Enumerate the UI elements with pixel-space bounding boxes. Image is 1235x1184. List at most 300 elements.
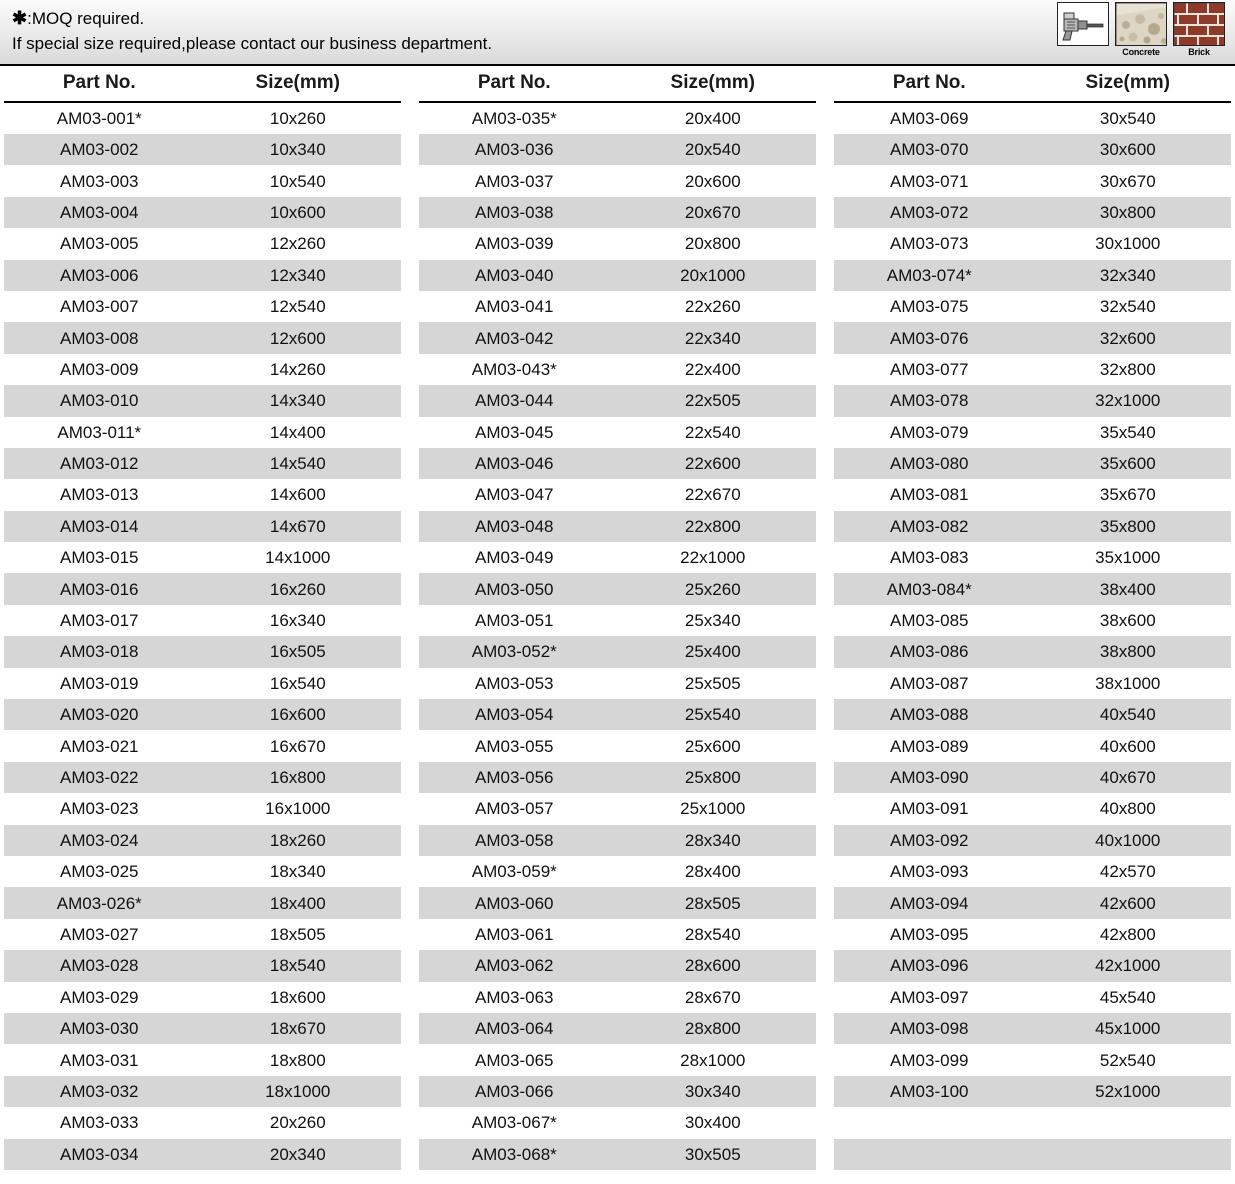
cell-part-no: AM03-031 — [4, 1044, 195, 1075]
table-row — [834, 197, 1231, 228]
cell-part-no: AM03-015 — [4, 542, 195, 573]
cell-size: 30x600 — [1025, 134, 1231, 165]
table-row — [834, 982, 1231, 1013]
cell-part-no: AM03-038 — [419, 197, 610, 228]
cell-part-no: AM03-066 — [419, 1076, 610, 1107]
cell-size: 22x260 — [610, 291, 816, 322]
cell-part-no: AM03-021 — [4, 730, 195, 761]
cell-size: 32x800 — [1025, 354, 1231, 385]
table-row — [834, 856, 1231, 887]
asterisk-icon: ✱ — [12, 8, 28, 28]
cell-part-no: AM03-004 — [4, 197, 195, 228]
cell-part-no: AM03-070 — [834, 134, 1025, 165]
cell-size: 30x400 — [610, 1107, 816, 1138]
cell-part-no: AM03-081 — [834, 479, 1025, 510]
cell-size: 28x600 — [610, 950, 816, 981]
cell-part-no: AM03-085 — [834, 605, 1025, 636]
cell-part-no: AM03-043* — [419, 354, 610, 385]
table-row-empty — [834, 1139, 1231, 1170]
table-row — [4, 260, 401, 291]
cell-part-no: AM03-091 — [834, 793, 1025, 824]
table-row — [4, 793, 401, 824]
table-row — [4, 1139, 401, 1170]
cell-part-no: AM03-034 — [4, 1139, 195, 1170]
cell-part-no: AM03-093 — [834, 856, 1025, 887]
spec-column-3 — [834, 66, 1231, 1170]
cell-part-no: AM03-054 — [419, 699, 610, 730]
cell-part-no: AM03-069 — [834, 102, 1025, 134]
table-row — [834, 511, 1231, 542]
cell-size: 10x600 — [195, 197, 401, 228]
cell-size: 12x260 — [195, 228, 401, 259]
cell-part-no: AM03-049 — [419, 542, 610, 573]
table-row — [834, 605, 1231, 636]
table-row — [4, 322, 401, 353]
header-size: Size(mm) — [610, 66, 816, 102]
table-row — [834, 385, 1231, 416]
cell-part-no: AM03-086 — [834, 636, 1025, 667]
cell-size: 20x670 — [610, 197, 816, 228]
table-row — [834, 479, 1231, 510]
table-row — [4, 699, 401, 730]
table-row — [419, 1107, 816, 1138]
table-row — [4, 1013, 401, 1044]
table-row — [4, 730, 401, 761]
cell-size: 22x1000 — [610, 542, 816, 573]
cell-part-no: AM03-053 — [419, 668, 610, 699]
cell-part-no: AM03-057 — [419, 793, 610, 824]
table-row — [419, 1044, 816, 1075]
cell-size: 14x600 — [195, 479, 401, 510]
cell-size — [1025, 1139, 1231, 1170]
cell-part-no: AM03-073 — [834, 228, 1025, 259]
cell-part-no: AM03-056 — [419, 762, 610, 793]
cell-part-no: AM03-037 — [419, 165, 610, 196]
cell-size: 28x540 — [610, 919, 816, 950]
cell-size: 18x600 — [195, 982, 401, 1013]
table-row — [834, 165, 1231, 196]
cell-part-no: AM03-094 — [834, 887, 1025, 918]
table-row — [834, 825, 1231, 856]
table-row — [4, 1044, 401, 1075]
note-moq-text: :MOQ required. — [27, 9, 145, 28]
cell-part-no: AM03-100 — [834, 1076, 1025, 1107]
table-body-2 — [419, 102, 816, 1170]
table-row — [4, 1107, 401, 1138]
cell-part-no: AM03-046 — [419, 448, 610, 479]
cell-size: 20x400 — [610, 102, 816, 134]
cell-part-no: AM03-071 — [834, 165, 1025, 196]
cell-part-no — [834, 1107, 1025, 1138]
cell-part-no: AM03-045 — [419, 417, 610, 448]
table-row — [4, 134, 401, 165]
cell-part-no: AM03-023 — [4, 793, 195, 824]
cell-size: 42x600 — [1025, 887, 1231, 918]
cell-part-no: AM03-010 — [4, 385, 195, 416]
cell-size — [1025, 1107, 1231, 1138]
table-row — [834, 354, 1231, 385]
spec-tables — [0, 66, 1235, 1170]
cell-size: 20x340 — [195, 1139, 401, 1170]
table-row — [4, 919, 401, 950]
cell-size: 12x340 — [195, 260, 401, 291]
brick-icon-box — [1173, 2, 1225, 57]
cell-size: 25x260 — [610, 573, 816, 604]
table-row — [834, 636, 1231, 667]
table-row — [419, 102, 816, 134]
table-row — [4, 479, 401, 510]
cell-part-no: AM03-029 — [4, 982, 195, 1013]
cell-part-no: AM03-059* — [419, 856, 610, 887]
cell-size: 16x260 — [195, 573, 401, 604]
cell-size: 25x600 — [610, 730, 816, 761]
cell-part-no: AM03-084* — [834, 573, 1025, 604]
cell-part-no: AM03-065 — [419, 1044, 610, 1075]
table-row — [419, 417, 816, 448]
table-row — [419, 165, 816, 196]
table-row — [419, 825, 816, 856]
table-row — [4, 636, 401, 667]
table-row — [4, 102, 401, 134]
concrete-icon — [1115, 2, 1167, 46]
cell-size: 20x600 — [610, 165, 816, 196]
cell-size: 18x340 — [195, 856, 401, 887]
cell-size: 16x600 — [195, 699, 401, 730]
table-row — [834, 919, 1231, 950]
table-row — [4, 197, 401, 228]
table-header-row — [834, 66, 1231, 102]
cell-part-no: AM03-012 — [4, 448, 195, 479]
cell-part-no: AM03-011* — [4, 417, 195, 448]
cell-part-no: AM03-052* — [419, 636, 610, 667]
header-part-no: Part No. — [419, 66, 610, 102]
cell-part-no: AM03-097 — [834, 982, 1025, 1013]
table-row — [4, 573, 401, 604]
table-row — [4, 668, 401, 699]
header-size: Size(mm) — [195, 66, 401, 102]
cell-size: 38x1000 — [1025, 668, 1231, 699]
cell-part-no: AM03-018 — [4, 636, 195, 667]
cell-size: 16x540 — [195, 668, 401, 699]
cell-size: 52x1000 — [1025, 1076, 1231, 1107]
cell-size: 18x800 — [195, 1044, 401, 1075]
cell-size: 40x600 — [1025, 730, 1231, 761]
table-row — [4, 448, 401, 479]
cell-size: 35x1000 — [1025, 542, 1231, 573]
note-line-contact: If special size required,please contact our business department. — [12, 34, 493, 53]
note-bar — [0, 0, 1235, 66]
table-row — [834, 950, 1231, 981]
cell-part-no: AM03-022 — [4, 762, 195, 793]
cell-size: 28x400 — [610, 856, 816, 887]
cell-size: 38x400 — [1025, 573, 1231, 604]
cell-part-no: AM03-068* — [419, 1139, 610, 1170]
rotary-hammer-icon-box — [1057, 2, 1109, 47]
table-row — [834, 448, 1231, 479]
cell-part-no: AM03-064 — [419, 1013, 610, 1044]
cell-part-no: AM03-061 — [419, 919, 610, 950]
table-row — [419, 1076, 816, 1107]
header-part-no: Part No. — [4, 66, 195, 102]
cell-size: 25x505 — [610, 668, 816, 699]
cell-part-no: AM03-098 — [834, 1013, 1025, 1044]
cell-size: 16x1000 — [195, 793, 401, 824]
table-row — [4, 605, 401, 636]
cell-size: 18x400 — [195, 887, 401, 918]
cell-part-no: AM03-008 — [4, 322, 195, 353]
cell-part-no: AM03-032 — [4, 1076, 195, 1107]
cell-part-no: AM03-051 — [419, 605, 610, 636]
cell-part-no: AM03-025 — [4, 856, 195, 887]
table-row — [4, 825, 401, 856]
concrete-icon-box — [1115, 2, 1167, 57]
cell-size: 42x570 — [1025, 856, 1231, 887]
table-row — [834, 1076, 1231, 1107]
cell-size: 18x540 — [195, 950, 401, 981]
cell-size: 30x540 — [1025, 102, 1231, 134]
cell-part-no: AM03-047 — [419, 479, 610, 510]
cell-size: 32x1000 — [1025, 385, 1231, 416]
cell-size: 28x505 — [610, 887, 816, 918]
cell-part-no: AM03-041 — [419, 291, 610, 322]
cell-size: 30x670 — [1025, 165, 1231, 196]
cell-size: 12x540 — [195, 291, 401, 322]
cell-size: 30x505 — [610, 1139, 816, 1170]
cell-part-no: AM03-099 — [834, 1044, 1025, 1075]
table-header-row — [419, 66, 816, 102]
cell-size: 38x800 — [1025, 636, 1231, 667]
table-row — [834, 228, 1231, 259]
table-row — [419, 887, 816, 918]
cell-part-no: AM03-055 — [419, 730, 610, 761]
cell-size: 35x670 — [1025, 479, 1231, 510]
cell-part-no: AM03-009 — [4, 354, 195, 385]
concrete-caption: Concrete — [1122, 47, 1160, 57]
table-row — [4, 950, 401, 981]
cell-part-no: AM03-036 — [419, 134, 610, 165]
cell-part-no: AM03-075 — [834, 291, 1025, 322]
cell-size: 16x340 — [195, 605, 401, 636]
header-size: Size(mm) — [1025, 66, 1231, 102]
cell-part-no: AM03-050 — [419, 573, 610, 604]
brick-icon — [1173, 2, 1225, 46]
table-row — [4, 762, 401, 793]
table-row — [419, 1013, 816, 1044]
spec-table-2 — [419, 66, 816, 1170]
cell-size: 14x260 — [195, 354, 401, 385]
table-row — [834, 730, 1231, 761]
table-row — [419, 322, 816, 353]
cell-part-no: AM03-090 — [834, 762, 1025, 793]
table-row-empty — [834, 1107, 1231, 1138]
cell-part-no: AM03-089 — [834, 730, 1025, 761]
cell-part-no: AM03-014 — [4, 511, 195, 542]
table-row — [834, 793, 1231, 824]
table-row — [834, 668, 1231, 699]
table-row — [4, 1076, 401, 1107]
cell-size: 28x340 — [610, 825, 816, 856]
cell-size: 20x540 — [610, 134, 816, 165]
cell-size: 20x800 — [610, 228, 816, 259]
cell-size: 16x800 — [195, 762, 401, 793]
table-row — [834, 260, 1231, 291]
cell-part-no: AM03-024 — [4, 825, 195, 856]
table-row — [4, 291, 401, 322]
table-row — [419, 605, 816, 636]
table-row — [419, 573, 816, 604]
cell-part-no: AM03-002 — [4, 134, 195, 165]
table-row — [419, 982, 816, 1013]
cell-size: 25x1000 — [610, 793, 816, 824]
cell-part-no: AM03-092 — [834, 825, 1025, 856]
cell-part-no: AM03-072 — [834, 197, 1025, 228]
table-row — [4, 542, 401, 573]
table-row — [419, 856, 816, 887]
cell-part-no: AM03-076 — [834, 322, 1025, 353]
cell-part-no: AM03-005 — [4, 228, 195, 259]
cell-part-no: AM03-003 — [4, 165, 195, 196]
cell-size: 10x340 — [195, 134, 401, 165]
table-row — [419, 730, 816, 761]
cell-part-no: AM03-077 — [834, 354, 1025, 385]
table-row — [419, 1139, 816, 1170]
table-row — [419, 134, 816, 165]
table-row — [419, 668, 816, 699]
table-row — [4, 856, 401, 887]
cell-part-no: AM03-035* — [419, 102, 610, 134]
table-row — [419, 291, 816, 322]
cell-size: 35x540 — [1025, 417, 1231, 448]
cell-size: 14x400 — [195, 417, 401, 448]
table-row — [419, 793, 816, 824]
cell-size: 25x400 — [610, 636, 816, 667]
cell-size: 22x540 — [610, 417, 816, 448]
cell-size: 45x540 — [1025, 982, 1231, 1013]
table-row — [834, 134, 1231, 165]
cell-part-no — [834, 1139, 1025, 1170]
cell-part-no: AM03-088 — [834, 699, 1025, 730]
cell-part-no: AM03-048 — [419, 511, 610, 542]
cell-size: 30x340 — [610, 1076, 816, 1107]
table-row — [834, 887, 1231, 918]
table-row — [4, 417, 401, 448]
table-row — [4, 511, 401, 542]
table-row — [4, 385, 401, 416]
cell-part-no: AM03-028 — [4, 950, 195, 981]
cell-part-no: AM03-060 — [419, 887, 610, 918]
note-line-moq — [12, 6, 1235, 31]
table-row — [419, 919, 816, 950]
cell-size: 40x540 — [1025, 699, 1231, 730]
cell-size: 30x800 — [1025, 197, 1231, 228]
cell-part-no: AM03-087 — [834, 668, 1025, 699]
cell-size: 14x340 — [195, 385, 401, 416]
cell-part-no: AM03-078 — [834, 385, 1025, 416]
table-row — [834, 417, 1231, 448]
cell-size: 20x260 — [195, 1107, 401, 1138]
cell-part-no: AM03-096 — [834, 950, 1025, 981]
cell-part-no: AM03-033 — [4, 1107, 195, 1138]
cell-size: 20x1000 — [610, 260, 816, 291]
cell-size: 28x670 — [610, 982, 816, 1013]
cell-size: 28x800 — [610, 1013, 816, 1044]
table-row — [834, 699, 1231, 730]
cell-size: 16x670 — [195, 730, 401, 761]
table-row — [419, 385, 816, 416]
cell-size: 14x1000 — [195, 542, 401, 573]
spec-column-2 — [419, 66, 816, 1170]
spec-table-3 — [834, 66, 1231, 1170]
cell-size: 22x670 — [610, 479, 816, 510]
cell-size: 22x600 — [610, 448, 816, 479]
cell-size: 32x340 — [1025, 260, 1231, 291]
cell-size: 22x505 — [610, 385, 816, 416]
cell-part-no: AM03-042 — [419, 322, 610, 353]
cell-size: 14x540 — [195, 448, 401, 479]
cell-part-no: AM03-082 — [834, 511, 1025, 542]
spec-column-1 — [4, 66, 401, 1170]
cell-part-no: AM03-001* — [4, 102, 195, 134]
table-row — [834, 322, 1231, 353]
cell-size: 18x1000 — [195, 1076, 401, 1107]
cell-size: 52x540 — [1025, 1044, 1231, 1075]
table-row — [419, 354, 816, 385]
table-row — [4, 165, 401, 196]
table-row — [419, 228, 816, 259]
cell-part-no: AM03-058 — [419, 825, 610, 856]
table-row — [834, 1013, 1231, 1044]
rotary-hammer-icon — [1057, 2, 1109, 46]
table-row — [4, 887, 401, 918]
cell-part-no: AM03-020 — [4, 699, 195, 730]
cell-size: 10x540 — [195, 165, 401, 196]
cell-size: 10x260 — [195, 102, 401, 134]
table-row — [834, 102, 1231, 134]
table-row — [419, 636, 816, 667]
table-row — [419, 197, 816, 228]
cell-part-no: AM03-027 — [4, 919, 195, 950]
table-row — [4, 228, 401, 259]
cell-part-no: AM03-062 — [419, 950, 610, 981]
icon-cluster — [1057, 2, 1225, 57]
cell-size: 25x540 — [610, 699, 816, 730]
cell-part-no: AM03-040 — [419, 260, 610, 291]
cell-part-no: AM03-013 — [4, 479, 195, 510]
table-row — [419, 699, 816, 730]
table-body-1 — [4, 102, 401, 1170]
cell-part-no: AM03-074* — [834, 260, 1025, 291]
cell-part-no: AM03-030 — [4, 1013, 195, 1044]
cell-size: 45x1000 — [1025, 1013, 1231, 1044]
cell-size: 40x670 — [1025, 762, 1231, 793]
table-row — [4, 354, 401, 385]
table-row — [4, 982, 401, 1013]
table-row — [834, 291, 1231, 322]
cell-size: 25x340 — [610, 605, 816, 636]
cell-part-no: AM03-079 — [834, 417, 1025, 448]
cell-part-no: AM03-016 — [4, 573, 195, 604]
cell-part-no: AM03-044 — [419, 385, 610, 416]
cell-part-no: AM03-067* — [419, 1107, 610, 1138]
cell-size: 42x800 — [1025, 919, 1231, 950]
table-row — [419, 950, 816, 981]
table-body-3 — [834, 102, 1231, 1170]
cell-part-no: AM03-080 — [834, 448, 1025, 479]
cell-part-no: AM03-039 — [419, 228, 610, 259]
table-row — [419, 479, 816, 510]
cell-size: 18x505 — [195, 919, 401, 950]
cell-size: 32x540 — [1025, 291, 1231, 322]
